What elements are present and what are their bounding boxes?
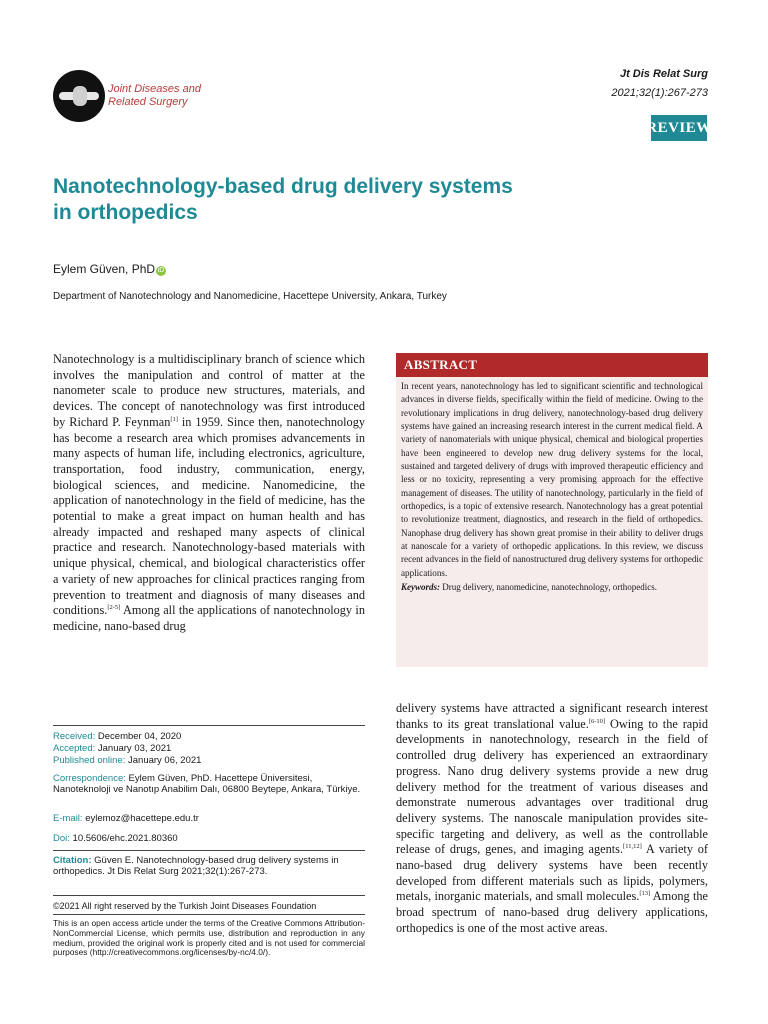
journal-citation: 2021;32(1):267-273 xyxy=(611,87,708,99)
author-line xyxy=(53,262,166,276)
email-link[interactable]: eylemoz@hacettepe.edu.tr xyxy=(82,813,199,824)
divider xyxy=(53,850,365,851)
title-line1: Nanotechnology-based drug delivery systems xyxy=(53,175,513,198)
citation xyxy=(53,855,365,877)
article-type-badge: REVIEW xyxy=(651,115,707,141)
email-label: E-mail: xyxy=(53,813,83,824)
journal-name xyxy=(108,83,201,109)
received-label: Received: xyxy=(53,731,96,742)
accepted-label: Accepted: xyxy=(53,743,96,754)
divider xyxy=(53,725,365,726)
published-date xyxy=(53,755,365,766)
journal-abbreviation: Jt Dis Relat Surg xyxy=(619,68,708,80)
copyright: ©2021 All right reserved by the Turkish Joint Diseases Foundation xyxy=(53,901,317,911)
body-text: Among the broad spectrum of nano-based drug delivery applications, orthopedics is one of the most active areas. xyxy=(396,889,708,935)
doi-label: Doi: xyxy=(53,833,70,844)
divider xyxy=(53,914,365,915)
orcid-icon[interactable]: iD xyxy=(157,267,165,274)
body-text: A variety of nano-based drug delivery systems have been recently developed from different materials such as lipids, polymers, metals, inorganic materials, and small molecules. xyxy=(396,842,708,904)
body-text: Owing to the rapid developments in nanotechnology, research in the field of controlled drug delivery has experienced an extraordinary progress. Nano drug delivery systems provide a new drug delivery method for the treatment of various diseases and demonstrate numerous advantages over traditional drug delivery systems. The nanoscale manipulation provides site-specific targeting and delivery, as well as the controllable release of drugs, genes, and imaging agents. xyxy=(396,716,708,857)
affiliation: Department of Nanotechnology and Nanomedicine, Hacettepe University, Ankara, Turkey xyxy=(53,291,447,302)
correspondence-label: Correspondence: xyxy=(53,773,126,784)
divider xyxy=(53,895,365,896)
doi xyxy=(53,833,365,844)
published-label: Published online: xyxy=(53,755,126,766)
title-line2: in orthopedics xyxy=(53,201,198,224)
received-value: December 04, 2020 xyxy=(95,731,182,742)
body-text: delivery systems have attracted a significant research interest thanks to its great translational value. xyxy=(396,701,708,731)
body-text: Nanotechnology is a multidisciplinary branch of science which involves the manipulation and control of matter at the nanometer scale to produce new structures, materials, and devices. The concept of nanotechnology was first introduced by Richard P. Feynman xyxy=(53,352,365,429)
citation-label: Citation: xyxy=(53,855,92,866)
body-left-column xyxy=(53,352,365,684)
keywords-label: Keywords: xyxy=(401,582,440,593)
journal-name-line2: Related Surgery xyxy=(108,96,188,108)
accepted-date xyxy=(53,743,365,754)
journal-logo xyxy=(53,70,105,122)
journal-name-line1: Joint Diseases and xyxy=(108,83,201,95)
reference-link[interactable]: [2-5] xyxy=(107,604,121,612)
abstract-text: In recent years, nanotechnology has led to significant scientific and technological advances in diverse fields, specifically within the field of medicine. Owing to the revolutionary implications in drug delivery, nanotechnology-based drug delivery systems have gained an increasing research interest in the current medical field. A variety of nanomaterials with unique physical, chemical and biological properties have been engineered to develop new drug delivery systems for the local, sustained and targeted delivery of drugs with improved therapeutic efficiency and less or no toxicity, representing a very promising approach for the effective management of diseases. The utility of nanotechnology, particularly in the field of orthopedics, is a topic of extensive research. Nanotechnology has a great potential to revolutionize treatment, diagnostics, and research in the field of orthopedics. Nanophase drug delivery has shown great promise in their ability to deliver drugs at nanoscale for a variety of orthopedic applications. In this review, we discuss recent advances in the field of nanostructured drug delivery systems for orthopedic applications. xyxy=(401,381,703,578)
email xyxy=(53,813,365,824)
reference-link[interactable]: [6-10] xyxy=(588,717,606,725)
license-text: This is an open access article under the terms of the Creative Commons Attribution-NonCommercial License, which permits use, distribution and reproduction in any medium, provided the original work is properly cited and is not used for commercial purposes (http://creativecommons.org/licenses/by-nc/4.0/). xyxy=(53,918,365,958)
published-value: January 06, 2021 xyxy=(125,755,202,766)
abstract-keywords xyxy=(396,580,708,593)
body-right-column xyxy=(396,701,708,937)
correspondence xyxy=(53,773,365,795)
reference-link[interactable]: [11,12] xyxy=(623,843,642,851)
reference-link[interactable]: [13] xyxy=(639,890,651,898)
article-title xyxy=(53,174,613,226)
abstract-heading: ABSTRACT xyxy=(396,353,708,377)
abstract-box xyxy=(396,353,708,667)
logo-joint-shape xyxy=(73,86,87,106)
accepted-value: January 03, 2021 xyxy=(95,743,172,754)
reference-link[interactable]: [1] xyxy=(170,415,178,423)
body-text: in 1959. Since then, nanotechnology has become a research area which promises advancements in many aspects of human life, including electronics, agriculture, transportation, food industry, communication, energy, biological sciences, and medicine. Nanomedicine, the application of nanotechnology in the field of medicine, has the potential to make a great impact on human health and has already impacted and reshaped many aspects of clinical practice and research. Nanotechnology-based materials with unique physical, chemical, and biological characteristics offer a variety of new approaches for clinical practices ranging from prevention to treatment and diagnosis of many diseases and conditions. xyxy=(53,414,365,618)
doi-link[interactable]: 10.5606/ehc.2021.80360 xyxy=(69,833,178,844)
received-date xyxy=(53,731,365,742)
keywords-list: Drug delivery, nanomedicine, nanotechnology, orthopedics. xyxy=(440,582,658,593)
citation-value: Güven E. Nanotechnology-based drug delivery systems in orthopedics. Jt Dis Relat Surg 2021;32(1):267-273. xyxy=(53,855,339,878)
correspondence-value: Eylem Güven, PhD. Hacettepe Üniversitesi, Nanoteknoloji ve Nanotıp Anabilim Dalı, 06800 Beytepe, Ankara, Türkiye. xyxy=(53,773,361,796)
author-name: Eylem Güven, PhD xyxy=(53,262,156,276)
body-text: Among all the applications of nanotechnology in medicine, nano-based drug xyxy=(53,603,365,633)
